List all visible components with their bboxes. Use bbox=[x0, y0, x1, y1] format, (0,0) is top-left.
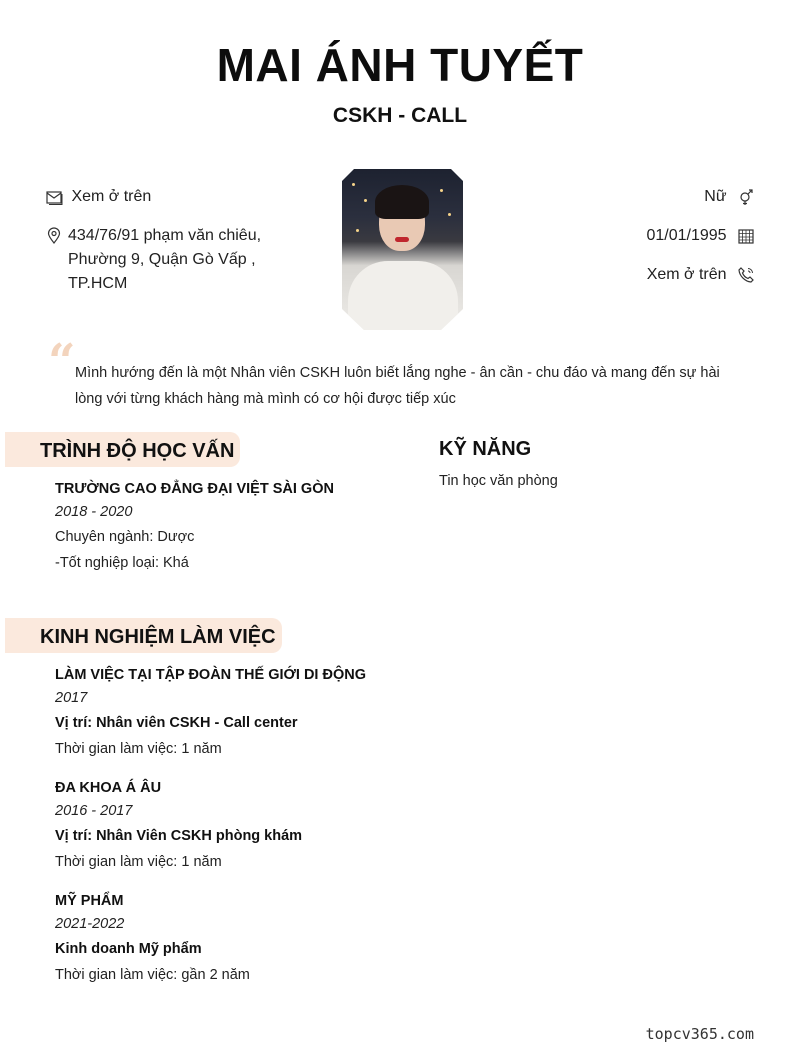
education-heading: TRÌNH ĐỘ HỌC VẤN bbox=[5, 432, 240, 467]
experience-company: MỸ PHẨM bbox=[55, 893, 124, 909]
skills-heading: KỸ NĂNG bbox=[439, 438, 532, 460]
address-line-1: 434/76/91 phạm văn chiêu, bbox=[68, 227, 262, 244]
contact-gender bbox=[704, 185, 755, 209]
phone-value: Xem ở trên bbox=[646, 266, 727, 283]
candidate-role: CSKH - CALL bbox=[332, 104, 468, 127]
contact-phone bbox=[647, 263, 755, 287]
experience-date: 2021-2022 bbox=[55, 916, 125, 932]
phone-icon bbox=[737, 266, 755, 284]
skills-text: Tin học văn phòng bbox=[439, 473, 558, 489]
education-date: 2018 - 2020 bbox=[55, 504, 133, 520]
experience-detail: Thời gian làm việc: 1 năm bbox=[55, 854, 222, 870]
envelope-icon bbox=[45, 188, 63, 206]
email-value: Xem ở trên bbox=[71, 188, 152, 205]
address-line-2: Phường 9, Quận Gò Vấp , bbox=[68, 251, 256, 268]
experience-position: Vị trí: Nhân Viên CSKH phòng khám bbox=[55, 828, 303, 844]
contact-birthday bbox=[646, 224, 755, 248]
candidate-name: MAI ÁNH TUYẾT bbox=[216, 39, 584, 91]
address-line-3: TP.HCM bbox=[68, 275, 128, 292]
education-line-2: -Tốt nghiệp loại: Khá bbox=[55, 555, 189, 571]
experience-heading: KINH NGHIỆM LÀM VIỆC bbox=[5, 618, 282, 653]
career-objective: Mình hướng đến là một Nhân viên CSKH luôn biết lắng nghe - ân cần - chu đáo và mang đến sự hài lòng với từng khách hàng mà mình có cơ hội được tiếp xúc bbox=[75, 365, 720, 407]
experience-detail: Thời gian làm việc: gần 2 năm bbox=[55, 967, 250, 983]
quote-icon: “ bbox=[48, 334, 76, 390]
experience-position: Vị trí: Nhân viên CSKH - Call center bbox=[55, 715, 298, 731]
experience-position: Kinh doanh Mỹ phẩm bbox=[55, 941, 202, 957]
calendar-icon bbox=[737, 227, 755, 245]
contact-email bbox=[45, 185, 151, 209]
experience-company: ĐA KHOA Á ÂU bbox=[55, 780, 162, 796]
profile-photo bbox=[342, 169, 463, 330]
experience-date: 2016 - 2017 bbox=[55, 803, 133, 819]
birthday-value: 01/01/1995 bbox=[646, 227, 727, 244]
experience-detail: Thời gian làm việc: 1 năm bbox=[55, 741, 222, 757]
experience-company: LÀM VIỆC TẠI TẬP ĐOÀN THẾ GIỚI DI ĐỘNG bbox=[55, 667, 366, 683]
experience-date: 2017 bbox=[55, 690, 88, 706]
education-line-1: Chuyên ngành: Dược bbox=[55, 529, 195, 545]
education-school: TRƯỜNG CAO ĐẲNG ĐẠI VIỆT SÀI GÒN bbox=[55, 481, 334, 497]
watermark-text: topcv365.com bbox=[645, 1025, 754, 1043]
gender-icon bbox=[737, 188, 755, 206]
location-pin-icon bbox=[45, 227, 63, 245]
contact-address bbox=[45, 224, 295, 296]
gender-value: Nữ bbox=[704, 188, 727, 205]
